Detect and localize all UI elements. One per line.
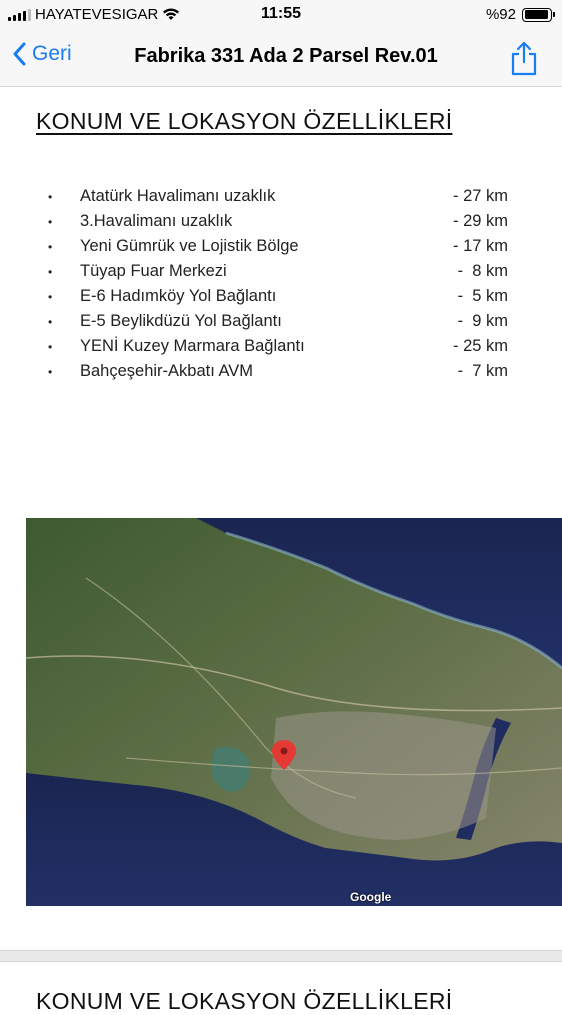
bullet-icon: • [48, 189, 53, 204]
battery-icon [522, 8, 552, 22]
item-label: Atatürk Havalimanı uzaklık [80, 187, 276, 205]
google-logo: Google [350, 890, 392, 904]
bullet-icon: • [48, 339, 53, 354]
list-item [48, 309, 508, 334]
list-item [48, 334, 508, 359]
list-item [48, 234, 508, 259]
navigation-bar [0, 30, 562, 87]
satellite-map [26, 518, 562, 906]
item-distance: - 17 km [452, 237, 508, 255]
bullet-icon: • [48, 214, 53, 229]
item-label: Yeni Gümrük ve Lojistik Bölge [80, 237, 299, 255]
list-item [48, 184, 508, 209]
list-item [48, 209, 508, 234]
item-distance: - 29 km [452, 212, 508, 230]
status-time: 11:55 [260, 5, 302, 22]
bullet-icon: • [48, 314, 53, 329]
share-button[interactable] [510, 40, 538, 81]
item-label: 3.Havalimanı uzaklık [80, 212, 233, 230]
bullet-icon: • [48, 289, 53, 304]
carrier-name: HAYATEVESIGAR [35, 6, 159, 23]
item-label: Tüyap Fuar Merkezi [80, 262, 227, 280]
page-divider [0, 950, 562, 962]
item-label: YENİ Kuzey Marmara Bağlantı [80, 337, 305, 355]
distance-list [48, 184, 508, 384]
list-item [48, 259, 508, 284]
back-button-label: Geri [32, 42, 72, 65]
item-label: E-6 Hadımköy Yol Bağlantı [80, 287, 277, 305]
next-page-title: KONUM VE LOKASYON ÖZELLİKLERİ [36, 988, 453, 1014]
status-right [486, 6, 552, 23]
document-title: KONUM VE LOKASYON ÖZELLİKLERİ [36, 108, 453, 134]
item-label: E-5 Beylikdüzü Yol Bağlantı [80, 312, 282, 330]
status-bar [0, 0, 562, 30]
bullet-icon: • [48, 364, 53, 379]
item-distance: - 5 km [457, 287, 508, 305]
map-image [26, 518, 562, 906]
battery-percent: %92 [485, 6, 516, 23]
item-distance: - 27 km [452, 187, 508, 205]
item-distance: - 9 km [457, 312, 508, 330]
item-distance: - 7 km [457, 362, 508, 380]
share-icon [510, 40, 538, 76]
item-distance: - 8 km [457, 262, 508, 280]
document-page[interactable] [0, 88, 562, 950]
page-title: Fabrika 331 Ada 2 Parsel Rev.01 [134, 45, 438, 67]
item-distance: - 25 km [452, 337, 508, 355]
list-item [48, 284, 508, 309]
list-item [48, 359, 508, 384]
bullet-icon: • [48, 239, 53, 254]
bullet-icon: • [48, 264, 53, 279]
item-label: Bahçeşehir-Akbatı AVM [80, 362, 254, 380]
